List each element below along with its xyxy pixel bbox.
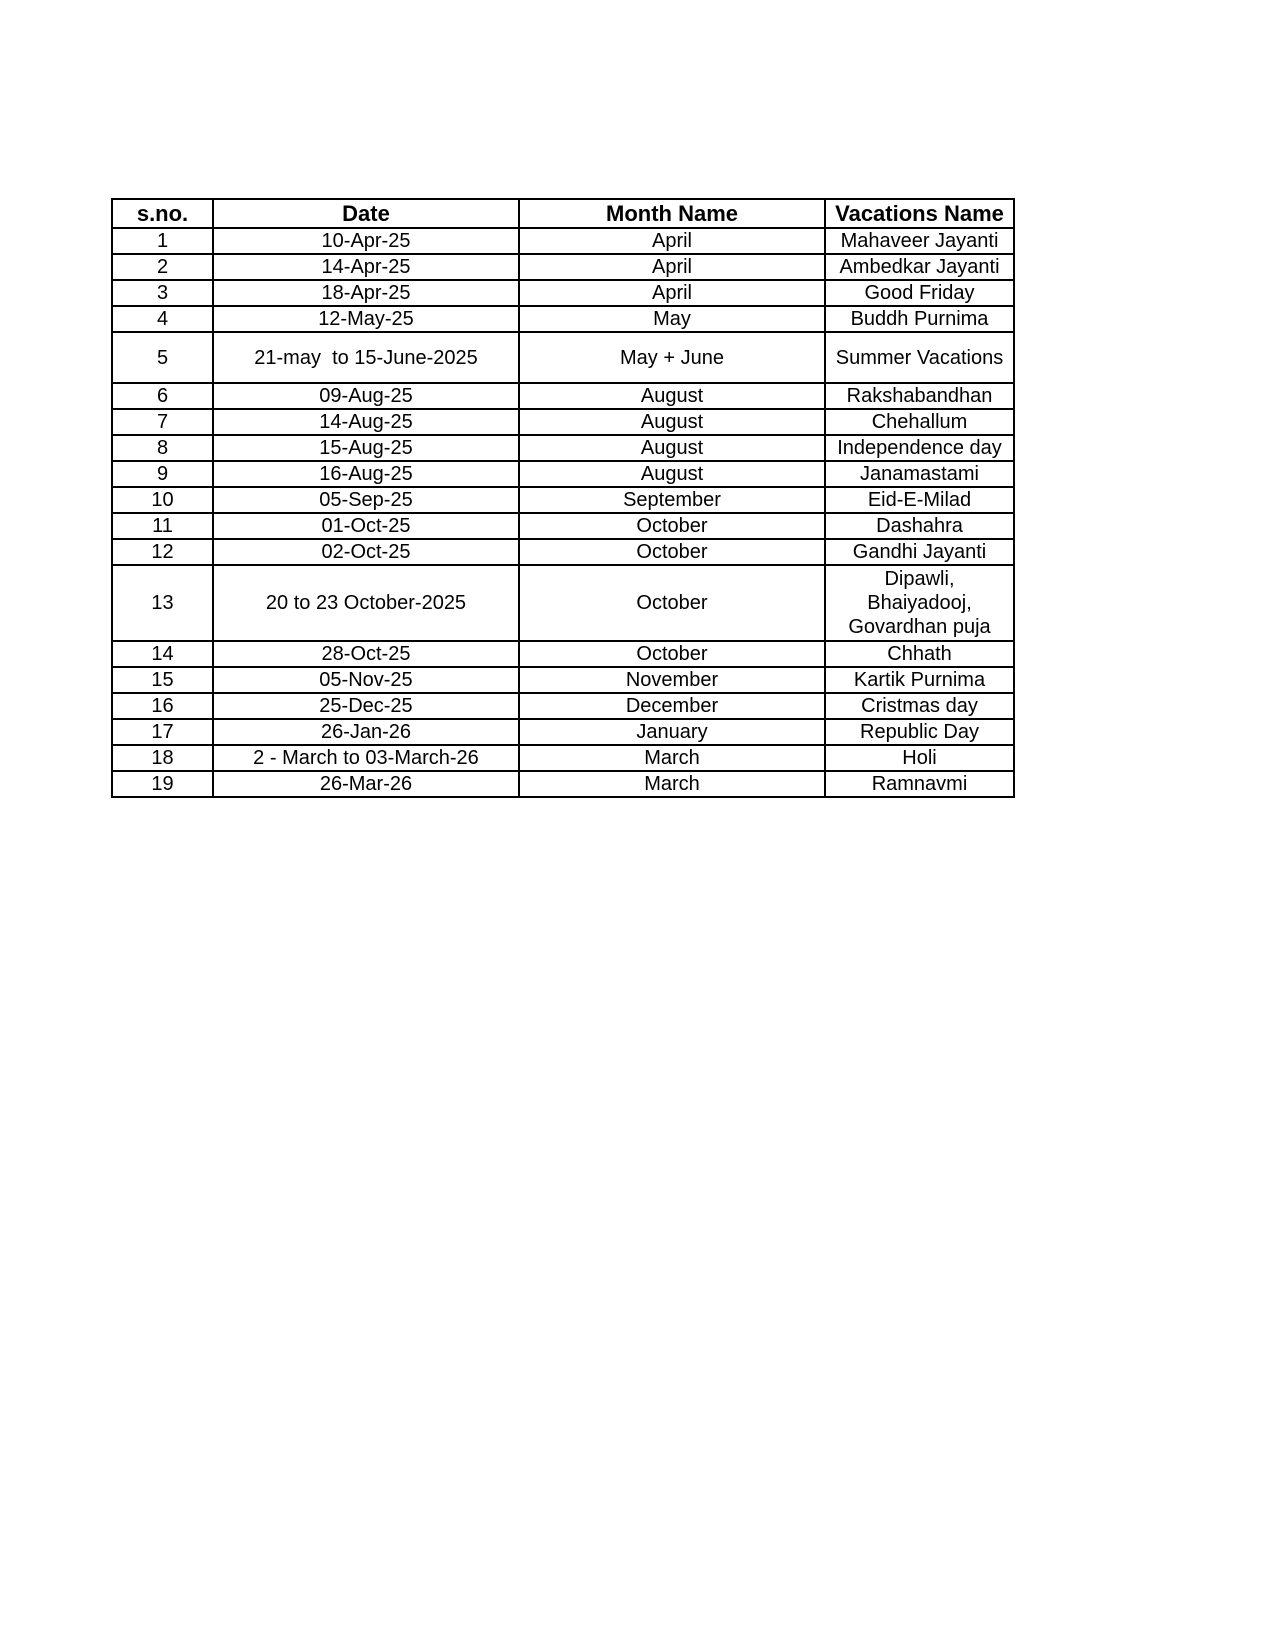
table-row [112, 306, 1014, 332]
cell-month: August [519, 461, 825, 487]
cell-date: 20 to 23 October-2025 [213, 565, 519, 641]
table-row [112, 513, 1014, 539]
cell-date: 12-May-25 [213, 306, 519, 332]
cell-date: 26-Jan-26 [213, 719, 519, 745]
vacation-line: Dipawli, [884, 568, 955, 590]
cell-month: April [519, 228, 825, 254]
cell-date: 10-Apr-25 [213, 228, 519, 254]
table-row [112, 667, 1014, 693]
table-row [112, 539, 1014, 565]
header-month-name: Month Name [519, 199, 825, 228]
table-row [112, 409, 1014, 435]
cell-vacation: Good Friday [825, 280, 1014, 306]
table-row [112, 254, 1014, 280]
cell-date: 16-Aug-25 [213, 461, 519, 487]
table-row [112, 719, 1014, 745]
cell-vacation: Holi [825, 745, 1014, 771]
cell-month: April [519, 254, 825, 280]
cell-vacation: Janamastami [825, 461, 1014, 487]
cell-month: August [519, 409, 825, 435]
cell-month: May + June [519, 332, 825, 383]
cell-date: 25-Dec-25 [213, 693, 519, 719]
cell-month: November [519, 667, 825, 693]
cell-date: 05-Sep-25 [213, 487, 519, 513]
cell-vacation: Eid-E-Milad [825, 487, 1014, 513]
table-row [112, 641, 1014, 667]
cell-sno: 16 [112, 693, 213, 719]
cell-month: April [519, 280, 825, 306]
table-row [112, 461, 1014, 487]
table-row [112, 228, 1014, 254]
cell-month: October [519, 539, 825, 565]
cell-sno: 1 [112, 228, 213, 254]
header-date: Date [213, 199, 519, 228]
cell-sno: 5 [112, 332, 213, 383]
vacation-line: Bhaiyadooj, [867, 592, 972, 614]
cell-vacation: Independence day [825, 435, 1014, 461]
cell-month: October [519, 641, 825, 667]
cell-vacation: Chhath [825, 641, 1014, 667]
cell-vacation: Rakshabandhan [825, 383, 1014, 409]
cell-vacation: Cristmas day [825, 693, 1014, 719]
cell-month: May [519, 306, 825, 332]
cell-vacation: Dashahra [825, 513, 1014, 539]
cell-month: October [519, 565, 825, 641]
cell-vacation: Ambedkar Jayanti [825, 254, 1014, 280]
cell-date: 09-Aug-25 [213, 383, 519, 409]
cell-sno: 12 [112, 539, 213, 565]
cell-date: 28-Oct-25 [213, 641, 519, 667]
cell-vacation: Buddh Purnima [825, 306, 1014, 332]
cell-vacation: Chehallum [825, 409, 1014, 435]
cell-sno: 4 [112, 306, 213, 332]
cell-month: August [519, 383, 825, 409]
cell-vacation: Gandhi Jayanti [825, 539, 1014, 565]
cell-sno: 11 [112, 513, 213, 539]
cell-vacation: Republic Day [825, 719, 1014, 745]
holiday-table [111, 198, 1015, 798]
cell-month: March [519, 771, 825, 797]
table-row [112, 332, 1014, 383]
cell-sno: 18 [112, 745, 213, 771]
table-row [112, 565, 1014, 641]
table-row [112, 745, 1014, 771]
cell-month: March [519, 745, 825, 771]
cell-date: 21-may to 15-June-2025 [213, 332, 519, 383]
table-row [112, 280, 1014, 306]
header-sno: s.no. [112, 199, 213, 228]
cell-vacation: Kartik Purnima [825, 667, 1014, 693]
cell-month: January [519, 719, 825, 745]
cell-date: 2 - March to 03-March-26 [213, 745, 519, 771]
cell-date: 14-Aug-25 [213, 409, 519, 435]
cell-month: August [519, 435, 825, 461]
cell-sno: 8 [112, 435, 213, 461]
table-row [112, 435, 1014, 461]
cell-sno: 7 [112, 409, 213, 435]
cell-month: December [519, 693, 825, 719]
cell-sno: 6 [112, 383, 213, 409]
table-header-row [112, 199, 1014, 228]
cell-month: September [519, 487, 825, 513]
vacation-line: Govardhan puja [848, 616, 991, 638]
table-row [112, 487, 1014, 513]
cell-sno: 13 [112, 565, 213, 641]
cell-date: 14-Apr-25 [213, 254, 519, 280]
cell-vacation: Ramnavmi [825, 771, 1014, 797]
cell-sno: 17 [112, 719, 213, 745]
cell-date: 18-Apr-25 [213, 280, 519, 306]
cell-date: 15-Aug-25 [213, 435, 519, 461]
table-row [112, 693, 1014, 719]
cell-sno: 9 [112, 461, 213, 487]
table-row [112, 771, 1014, 797]
cell-date: 01-Oct-25 [213, 513, 519, 539]
cell-vacation [825, 565, 1014, 641]
cell-vacation: Summer Vacations [825, 332, 1014, 383]
cell-sno: 14 [112, 641, 213, 667]
cell-sno: 19 [112, 771, 213, 797]
cell-sno: 15 [112, 667, 213, 693]
cell-sno: 3 [112, 280, 213, 306]
cell-month: October [519, 513, 825, 539]
cell-sno: 2 [112, 254, 213, 280]
cell-sno: 10 [112, 487, 213, 513]
cell-vacation: Mahaveer Jayanti [825, 228, 1014, 254]
table-row [112, 383, 1014, 409]
cell-date: 26-Mar-26 [213, 771, 519, 797]
cell-date: 05-Nov-25 [213, 667, 519, 693]
cell-date: 02-Oct-25 [213, 539, 519, 565]
header-vacations-name: Vacations Name [825, 199, 1014, 228]
